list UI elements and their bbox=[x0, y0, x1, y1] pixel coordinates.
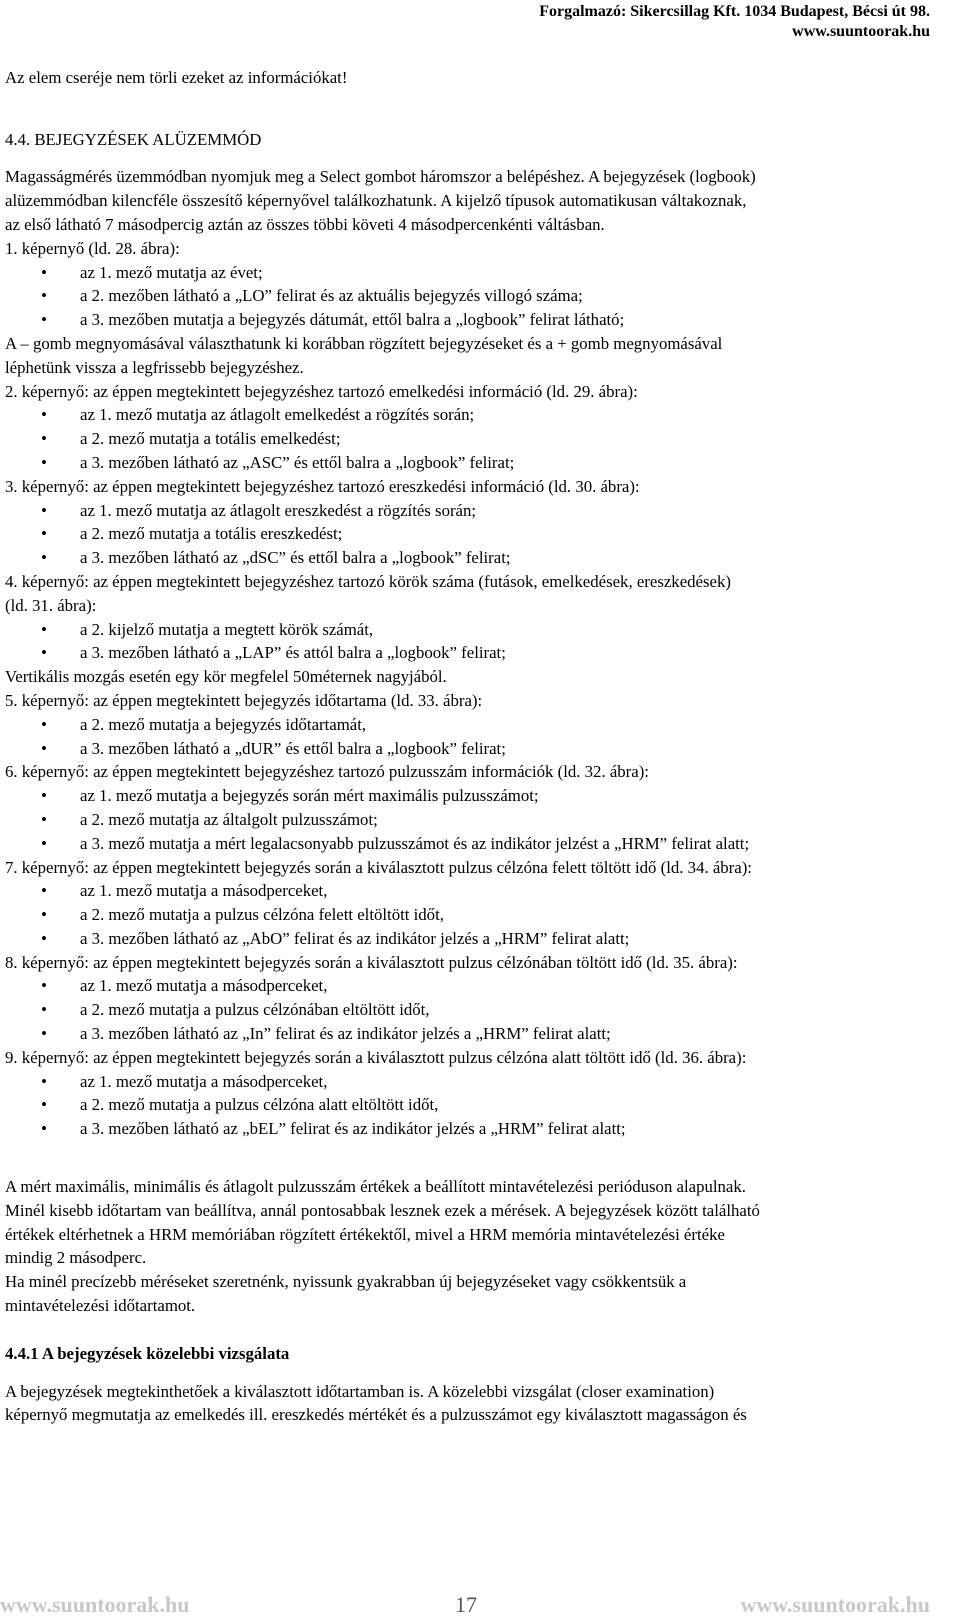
paragraph-line: Ha minél precízebb méréseket szeretnénk, nyissunk gyakrabban új bejegyzéseket vagy csökkentsük a bbox=[5, 1272, 687, 1292]
screen-title: 4. képernyő: az éppen megtekintett bejegyzéshez tartozó körök száma (futások, emelkedések, ereszkedések) bbox=[5, 571, 731, 591]
bullet-item: • a 2. mező mutatja a pulzus célzóna alatt eltöltött időt, bbox=[5, 1093, 940, 1117]
bullet-item: • az 1. mező mutatja az átlagolt emelkedést a rögzítés során; bbox=[5, 403, 940, 427]
paragraph-line: Minél kisebb időtartam van beállítva, annál pontosabbak lesznek ezek a mérések. A bejegyzések között található bbox=[5, 1200, 760, 1220]
screen-note: Vertikális mozgás esetén egy kör megfelel 50méternek nagyjából. bbox=[5, 667, 447, 687]
screen-title: (ld. 31. ábra): bbox=[5, 595, 97, 615]
screen-title: 9. képernyő: az éppen megtekintett bejegyzés során a kiválasztott pulzus célzóna alatt töltött idő (ld. 36. ábra): bbox=[5, 1047, 747, 1067]
paragraph-line: értékek eltérhetnek a HRM memóriában rögzített értékektől, mivel a HRM memória mintavételezési értéke bbox=[5, 1224, 725, 1244]
bullet-item: • az 1. mező mutatja a másodperceket, bbox=[5, 1070, 940, 1094]
bullet-item: • a 3. mezőben látható az „AbO” felirat és az indikátor jelzés a „HRM” felirat alatt; bbox=[5, 927, 940, 951]
paragraph-closer-examination bbox=[5, 1380, 940, 1428]
bullet-item: • a 3. mezőben látható az „bEL” felirat és az indikátor jelzés a „HRM” felirat alatt; bbox=[5, 1117, 940, 1141]
paragraph-line: A mért maximális, minimális és átlagolt pulzusszám értékek a beállított mintavételezési perióduson alapulnak. bbox=[5, 1177, 746, 1197]
screen-title: 6. képernyő: az éppen megtekintett bejegyzéshez tartozó pulzusszám információk (ld. 32. ábra): bbox=[5, 762, 649, 782]
bullet-item: • a 3. mezőben látható az „dSC” és ettől balra a „logbook” felirat; bbox=[5, 546, 940, 570]
bullet-item: • a 3. mezőben látható a „dUR” és ettől balra a „logbook” felirat; bbox=[5, 737, 940, 761]
paragraph-line: Magasságmérés üzemmódban nyomjuk meg a Select gombot háromszor a belépéshez. A bejegyzések (logbook) bbox=[5, 167, 756, 187]
section-title: 4.4. BEJEGYZÉSEK ALÜZEMMÓD bbox=[5, 129, 262, 149]
screen-title: 3. képernyő: az éppen megtekintett bejegyzéshez tartozó ereszkedési információ (ld. 30. ábra): bbox=[5, 476, 640, 496]
bullet-item: • a 3. mezőben látható a „LAP” és attól balra a „logbook” felirat; bbox=[5, 641, 940, 665]
paragraph-pulse-notes bbox=[5, 1175, 940, 1318]
distributor-line: Forgalmazó: Sikercsillag Kft. 1034 Budapest, Bécsi út 98. bbox=[539, 3, 930, 20]
screen-note: A – gomb megnyomásával választhatunk ki korábban rögzített bejegyzéseket és a + gomb megnyomásával bbox=[5, 333, 723, 353]
paragraph-line: A bejegyzések megtekinthetőek a kiválasztott időtartamban is. A közelebbi vizsgálat (closer examination) bbox=[5, 1381, 715, 1401]
paragraph-intro bbox=[5, 165, 940, 236]
bullet-item: • a 2. mező mutatja a totális ereszkedést; bbox=[5, 522, 940, 546]
bullet-item: • a 2. mező mutatja a bejegyzés időtartamát, bbox=[5, 713, 940, 737]
bullet-item: • a 3. mezőben látható az „In” felirat és az indikátor jelzés a „HRM” felirat alatt; bbox=[5, 1022, 940, 1046]
paragraph-line: mintavételezési időtartamot. bbox=[5, 1296, 196, 1316]
bullet-item: • az 1. mező mutatja az átlagolt ereszkedést a rögzítés során; bbox=[5, 499, 940, 523]
page-header bbox=[539, 2, 930, 42]
bullet-item: • a 3. mezőben mutatja a bejegyzés dátumát, ettől balra a „logbook” felirat látható; bbox=[5, 308, 940, 332]
footer-website-left: www.suuntoorak.hu bbox=[0, 1592, 190, 1617]
bullet-item: • a 2. mező mutatja az általgolt pulzusszámot; bbox=[5, 808, 940, 832]
bullet-item: • a 3. mező mutatja a mért legalacsonyabb pulzusszámot és az indikátor jelzést a „HRM” felirat alatt; bbox=[5, 832, 940, 856]
screen-list bbox=[5, 237, 940, 1141]
bullet-item: • a 2. mezőben látható a „LO” felirat és az aktuális bejegyzés villogó száma; bbox=[5, 284, 940, 308]
screen-title: 1. képernyő (ld. 28. ábra): bbox=[5, 238, 180, 258]
bullet-item: • a 2. mező mutatja a pulzus célzóna felett eltöltött időt, bbox=[5, 903, 940, 927]
screen-title: 2. képernyő: az éppen megtekintett bejegyzéshez tartozó emelkedési információ (ld. 29. ábra): bbox=[5, 381, 638, 401]
screen-note: léphetünk vissza a legfrissebb bejegyzéshez. bbox=[5, 357, 304, 377]
bullet-item: • az 1. mező mutatja az évet; bbox=[5, 261, 940, 285]
paragraph-line: képernyő megmutatja az emelkedés ill. ereszkedés mértékét és a pulzusszámot egy kiválasztott magasságon és bbox=[5, 1405, 747, 1425]
bullet-item: • a 2. kijelző mutatja a megtett körök számát, bbox=[5, 618, 940, 642]
bullet-item: • az 1. mező mutatja a bejegyzés során mért maximális pulzusszámot; bbox=[5, 784, 940, 808]
page-content bbox=[5, 66, 940, 1427]
page-footer bbox=[0, 1592, 960, 1618]
bullet-item: • az 1. mező mutatja a másodperceket, bbox=[5, 879, 940, 903]
footer-website-right: www.suuntoorak.hu bbox=[740, 1592, 930, 1617]
bullet-item: • a 2. mező mutatja a pulzus célzónában eltöltött időt, bbox=[5, 998, 940, 1022]
screen-title: 5. képernyő: az éppen megtekintett bejegyzés időtartama (ld. 33. ábra): bbox=[5, 690, 483, 710]
screen-title: 7. képernyő: az éppen megtekintett bejegyzés során a kiválasztott pulzus célzóna felett töltött idő (ld. 34. ábra): bbox=[5, 857, 752, 877]
paragraph-line: mindig 2 másodperc. bbox=[5, 1248, 147, 1268]
bullet-item: • az 1. mező mutatja a másodperceket, bbox=[5, 974, 940, 998]
bullet-item: • a 2. mező mutatja a totális emelkedést; bbox=[5, 427, 940, 451]
page-number: 17 bbox=[455, 1592, 477, 1617]
bullet-item: • a 3. mezőben látható az „ASC” és ettől balra a „logbook” felirat; bbox=[5, 451, 940, 475]
intro-text: Az elem cseréje nem törli ezeket az információkat! bbox=[5, 68, 348, 87]
header-website: www.suuntoorak.hu bbox=[792, 23, 930, 40]
paragraph-line: alüzemmódban kilencféle összesítő képernyővel találkozhatunk. A kijelző típusok automatikusan váltakoznak, bbox=[5, 191, 747, 211]
screen-title: 8. képernyő: az éppen megtekintett bejegyzés során a kiválasztott pulzus célzónában töltött idő (ld. 35. ábra): bbox=[5, 952, 738, 972]
subsection-title: 4.4.1 A bejegyzések közelebbi vizsgálata bbox=[5, 1343, 290, 1363]
paragraph-line: az első látható 7 másodpercig aztán az összes többi követi 4 másodpercenkénti váltásban. bbox=[5, 214, 605, 234]
